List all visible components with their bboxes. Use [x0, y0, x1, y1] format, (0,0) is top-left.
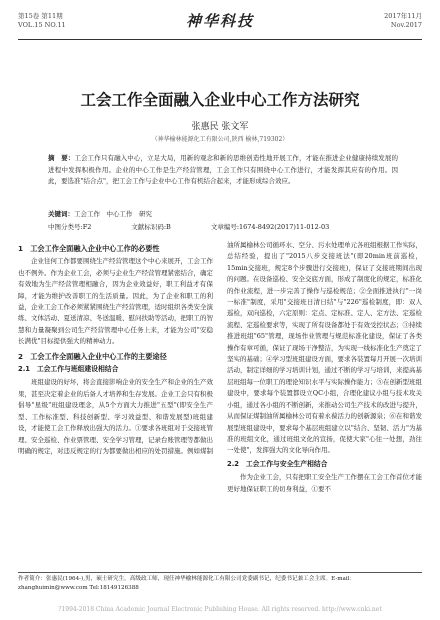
page-header: [18, 8, 422, 38]
paragraph: 油所属榆林公司循环水、空分、污水处理单元各班组根据工作实际，总结经验，提出了"2015八步交接班法"(即20min班前巡检，15min交接班，规定8个步骤进行交接班)，保证了交接班期间出现的问题。在设备巡检、安全交底方面，形成了制度化的规定，标准化的作业流程，进一步完善了操作与巡检规范；②全面推进执行"一岗一标准"制度，采用"交接班日清日结"与"226"巡检制度，即：双人巡检，双向巡检，六定原则：定点、定标准、定人、定方法、定巡检流程、定巡检要求等，实现了所有设备都处于有效受控状态；③持续推进班组"65"管理，现场作业管理与规范标准化建设，保证了各类操作有章可循，保证了现场干净整洁，为实现一线标准化生产奠定了坚实的基础；④学习型班组建设方面，要求各装置每月开展一次培训活动，制定详细的学习培训计划，通过不断的学习与培训，来提高基层班组每一位职工的理论知识水平与实际操作能力；⑤在创新型班组建设中，要求每个装置都设立QC小组，合理化建议小组与技术攻关小组，通过各小组的不断创新，来推动公司生产技术的改进与提升，从而保证煤制油所属榆林公司有着永葆活力的创新源泉；⑥在和谐发展型班组建设中，要求每个基层班组建立以"结合、坚韧、活力"为基准的班组文化，通过班组文化的宣扬，促使大家"心往一处想，劲往一处使"，发挥强大的文化导向作用。: [227, 241, 422, 455]
keywords-text: 工会工作 中心工作 研究: [74, 210, 152, 218]
date-info: [384, 12, 422, 30]
section-heading-2: 2 工会工作全面融入企业中心工作的主要途径: [18, 351, 167, 361]
clc-number: 中图分类号:F2: [48, 223, 92, 231]
subsection-heading-2-1: 2.1 工会工作与班组建设相结合: [18, 365, 119, 374]
abstract: [48, 153, 398, 188]
document-code: 文献标识码:B: [131, 223, 171, 231]
paragraph: 班组建设的好坏，将会直接影响企业的安全生产和企业的生产效果，甚至决定着企业的后备人才培养和生存发展。企业工会只有积极倡导"星级"班组建设理念，从5个方面大力推进"五型"(即安全生产型、工作标准型、科技创新型、学习效益型、和谐发展型)班组建设，才能使工会工作释放出强大的活力。①要求各班组对于交接班管理、安全巡检、作业票管理、安全学习管理，记录台账管理等都做出明确的规定，对违反规定的行为都要做出相应的处罚措施。例如煤制: [18, 378, 213, 455]
paragraph: 作为企业工会，只有把职工安全生产工作摆在工会工作首位才能更好地保证职工的切身利益，①要不: [227, 473, 422, 493]
paragraph: 企业往何工作都要围绕生产经营管理这个中心来展开，工会工作也不例外。作为企业工会，必须与企业生产经营管理紧密结合，确定有效地为生产经营管理相融合，因为企业效益好，职工利益才有保障，才能为维护改善职工的生活质量。因此，为了企业和职工的利益，企业工会工作必须紧紧围绕生产经营管理，适时组织各类安全演练、文体活动、夏送清凉、冬送温暖、慰问扶助等活动，把职工的智慧和力量凝聚到公司生产经营管理中心任务上来，才能为公司"安稳长满优"目标提供强大的精神动力。: [18, 257, 213, 346]
left-column: [18, 240, 213, 457]
subsection-heading-2-2: 2.2 工会工作与安全生产相结合: [227, 459, 328, 468]
authors: 张惠民 张文军: [191, 122, 249, 132]
keywords: [48, 209, 398, 218]
date-cn: 2017年11月: [384, 12, 422, 20]
keywords-label: 关键词：: [48, 210, 74, 218]
volume-cn: 第15卷 第11期: [18, 12, 63, 20]
affiliation: （神华榆林能源化工有限公司,陕西 榆林,719302）: [151, 136, 289, 143]
journal-name: 神华科技: [185, 12, 254, 30]
article-title: 工会工作全面融入企业中心工作方法研究: [80, 91, 360, 109]
abstract-text: 工会工作只有融入中心，立足大局，用新的观念和新的思维创造性地开展工作，才能在推进企业健康持续发展的进程中发挥积极作用。企业的中心工作是生产经营管理，工会工作只有围绕中心工作进行，才能发挥其应有的作用。因此，要选准"结合点"，把工会工作与企业中心工作有机结合起来，才能形成综合效应。: [48, 154, 399, 185]
header-rule: [18, 39, 422, 40]
right-column: [227, 240, 422, 495]
date-en: Nov.2017: [390, 21, 422, 29]
classification-line: [48, 222, 398, 231]
author-footnote: 作者简介：张惠民(1964-),男，硕士研究生，高级政工师，现任神华榆林能源化工有限公司党委副书记，纪委书记兼工会主席。E-mail：zhanghuimin@www.com Tel:18149126388: [18, 572, 422, 592]
abstract-label: 摘 要：: [48, 154, 75, 162]
copyright-watermark: ?1994-2018 China Academic Journal Electronic Publishing House. All rights reserved. http://www.cnki.net: [58, 606, 382, 613]
volume-en: VOL.15 NO.11: [18, 21, 66, 29]
article-number: 文章编号:1674-8492(2017)11-012-03: [210, 223, 330, 231]
section-heading-1: 1 工会工作全面融入企业中心工作的必要性: [18, 244, 160, 253]
